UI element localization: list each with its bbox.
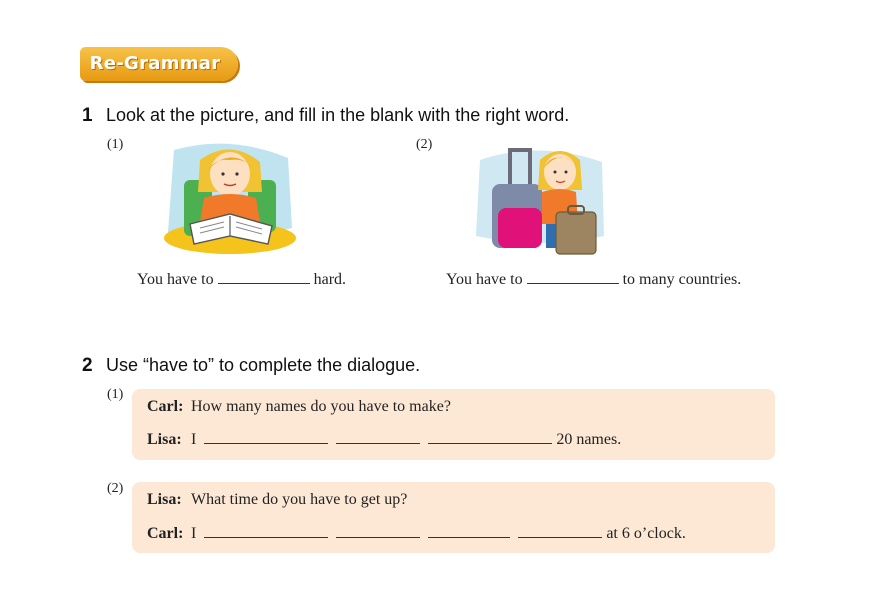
q1-item-1-before: You have to — [137, 271, 214, 288]
speaker-name: Lisa: — [147, 431, 182, 448]
q1-item-2-sentence — [446, 270, 741, 289]
q1-item-2-blank[interactable] — [527, 270, 619, 284]
answer-blank[interactable] — [336, 524, 420, 538]
speaker-name: Carl: — [147, 525, 184, 542]
q1-item-2-label: (2) — [416, 137, 433, 152]
q2-dialog-1-label: (1) — [107, 387, 124, 402]
question-1-instruction: Look at the picture, and fill in the blank with the right word. — [106, 105, 570, 125]
dialog-line-text: I — [191, 431, 197, 448]
dialog-line-after: at 6 o’clock. — [606, 525, 686, 542]
question-2-instruction: Use “have to” to complete the dialogue. — [106, 355, 421, 375]
speaker-name: Carl: — [147, 398, 184, 415]
speaker-name: Lisa: — [147, 491, 182, 508]
dialog-line-text: How many names do you have to make? — [191, 398, 451, 415]
answer-blank[interactable] — [428, 524, 510, 538]
q2-dialog-2-label: (2) — [107, 481, 124, 496]
q2-dialog-1-line-2 — [147, 430, 621, 449]
q2-dialog-2-line-2 — [147, 524, 686, 543]
question-1-number: 1 — [82, 105, 93, 126]
girl-studying-picture — [160, 140, 300, 260]
q2-dialog-2-box — [132, 482, 775, 553]
girl-with-luggage-picture — [470, 140, 610, 260]
q1-item-1-label: (1) — [107, 137, 124, 152]
q1-item-1-after: hard. — [313, 271, 347, 288]
answer-blank[interactable] — [204, 524, 328, 538]
q2-dialog-2-line-1 — [147, 491, 407, 509]
answer-blank[interactable] — [518, 524, 602, 538]
answer-blank[interactable] — [204, 430, 328, 444]
question-2-number: 2 — [82, 355, 93, 376]
q1-item-2-before: You have to — [446, 271, 523, 288]
section-badge — [80, 47, 238, 81]
dialog-line-text: I — [191, 525, 197, 542]
answer-blank[interactable] — [428, 430, 552, 444]
q1-item-1-sentence — [137, 270, 346, 289]
q2-dialog-1-line-1 — [147, 398, 451, 416]
q2-dialog-1-box — [132, 389, 775, 460]
dialog-line-text: What time do you have to get up? — [191, 491, 408, 508]
dialog-line-after: 20 names. — [556, 431, 622, 448]
q1-item-1-blank[interactable] — [218, 270, 310, 284]
answer-blank[interactable] — [336, 430, 420, 444]
q1-item-2-after: to many countries. — [622, 271, 742, 288]
badge-label: Re-Grammar — [89, 53, 221, 74]
